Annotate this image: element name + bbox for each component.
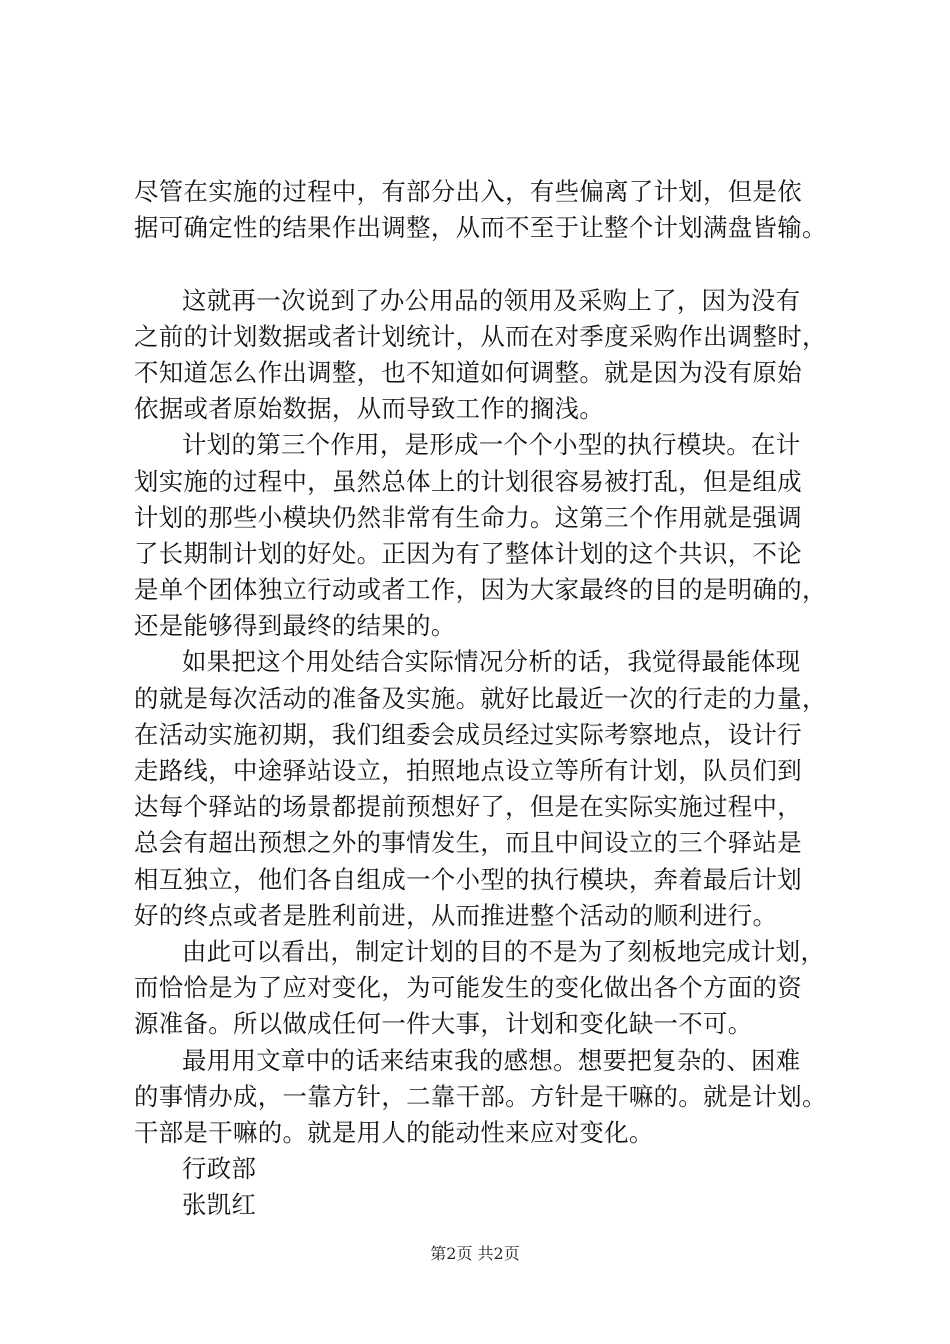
paragraph-line: 划实施的过程中，虽然总体上的计划很容易被打乱，但是组成 [134,466,802,496]
paragraph-2 [134,283,850,428]
document-body [134,174,850,1223]
paragraph-line: 由此可以看出，制定计划的目的不是为了刻板地完成计划， [182,936,826,966]
paragraph-5 [134,934,850,1043]
paragraph-line: 最用用文章中的话来结束我的感想。想要把复杂的、困难 [182,1045,801,1075]
signature-department: 行政部 [182,1154,257,1184]
paragraph-line: 如果把这个用处结合实际情况分析的话，我觉得最能体现 [182,647,801,677]
paragraph-1 [134,174,850,246]
paragraph-line: 走路线，中途驿站设立，拍照地点设立等所有计划，队员们到 [134,756,802,785]
paragraph-line: 这就再一次说到了办公用品的领用及采购上了，因为没有 [182,285,801,315]
paragraph-line: 是单个团体独立行动或者工作，因为大家最终的目的是明确的， [134,575,827,605]
paragraph-line: 相互独立，他们各自组成一个小型的执行模块，奔着最后计划 [134,864,802,894]
signature-name: 张凯红 [182,1190,257,1220]
paragraph-line: 总会有超出预想之外的事情发生，而且中间设立的三个驿站是 [134,828,802,858]
paragraph-line: 依据或者原始数据，从而导致工作的搁浅。 [134,394,605,424]
paragraph-line: 不知道怎么作出调整，也不知道如何调整。就是因为没有原始 [134,357,802,387]
paragraph-4 [134,644,850,934]
paragraph-line: 在活动实施初期，我们组委会成员经过实际考察地点，设计行 [134,719,802,749]
paragraph-line: 计划的第三个作用，是形成一个个小型的执行模块。在计 [182,430,801,460]
paragraph-line: 还是能够得到最终的结果的。 [134,611,456,641]
paragraph-line: 了长期制计划的好处。正因为有了整体计划的这个共识，不论 [134,538,802,568]
paragraph-line: 而恰恰是为了应对变化，为可能发生的变化做出各个方面的资 [134,973,802,1003]
paragraph-line: 的就是每次活动的准备及实施。就好比最近一次的行走的力量， [134,683,827,713]
paragraph-line: 达每个驿站的场景都提前预想好了，但是在实际实施过程中， [134,792,802,822]
paragraph-line: 源准备。所以做成任何一件大事，计划和变化缺一不可。 [134,1009,753,1039]
paragraph-line: 好的终点或者是胜利前进，从而推进整个活动的顺利进行。 [134,900,778,930]
paragraph-line: 计划的那些小模块仍然非常有生命力。这第三个作用就是强调 [134,502,802,532]
paragraph-line: 据可确定性的结果作出调整，从而不至于让整个计划满盘皆输。 [134,213,827,243]
paragraph-line: 尽管在实施的过程中，有部分出入，有些偏离了计划，但是依 [134,177,802,206]
paragraph-6 [134,1043,850,1152]
paragraph-line: 干部是干嘛的。就是用人的能动性来应对变化。 [134,1117,654,1147]
page-number-footer: 第2页 共2页 [430,1244,520,1263]
paragraph-3 [134,427,850,644]
paragraph-line: 之前的计划数据或者计划统计，从而在对季度采购作出调整时， [134,321,827,351]
signature-block [134,1151,850,1223]
paragraph-line: 的事情办成，一靠方针，二靠干部。方针是干嘛的。就是计划。 [134,1081,827,1111]
paragraph-gap [134,246,850,282]
